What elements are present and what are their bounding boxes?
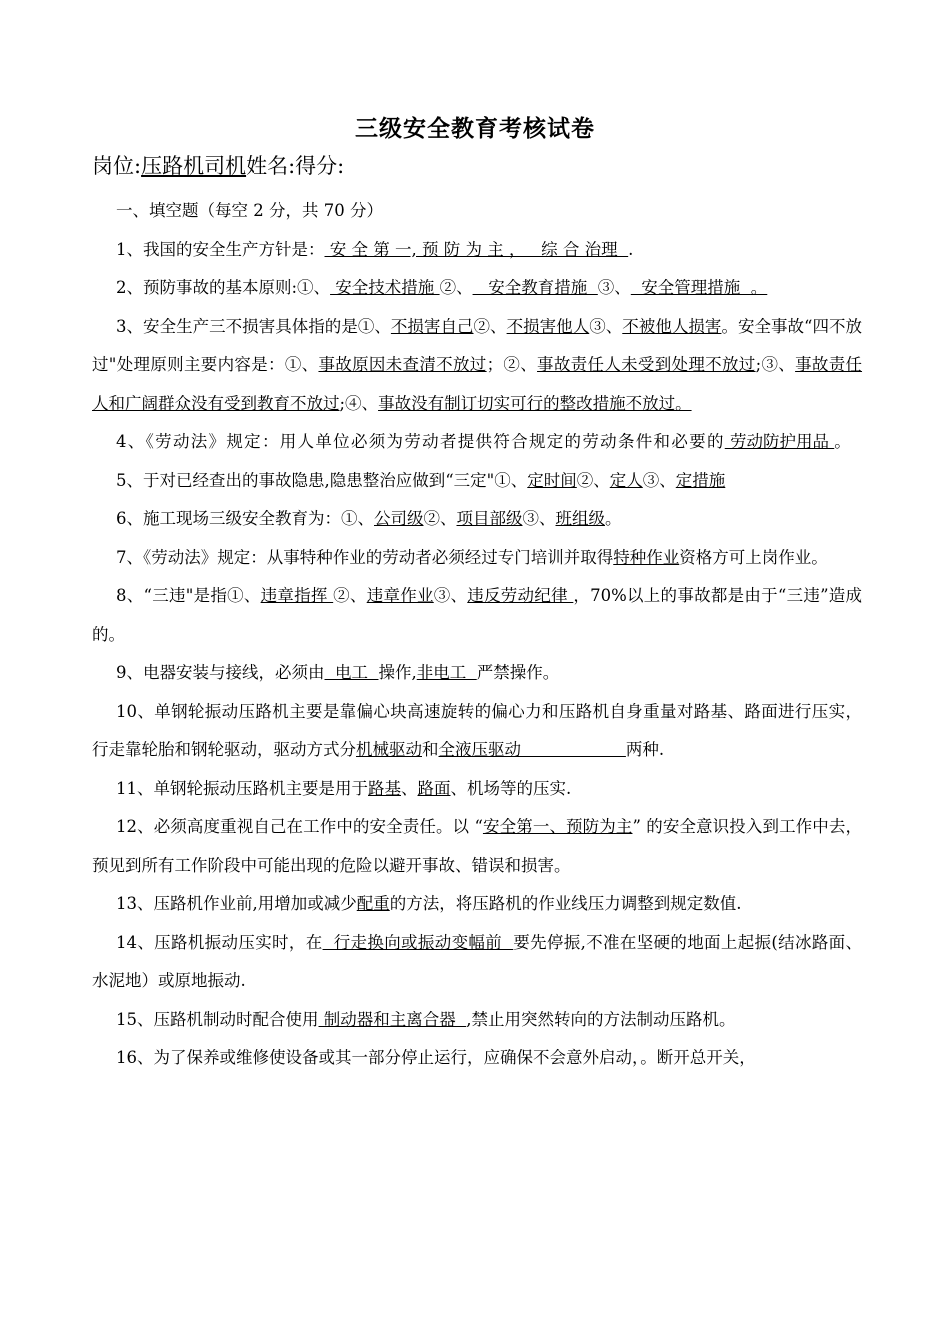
question-12 (92, 808, 862, 885)
question-text: ,禁止用突然转向的方法制动压路机。 (466, 1009, 736, 1029)
question-text: 。安全事故“四不放过"处理原则主要内容是：①、 (92, 316, 863, 374)
answer-blank: 配重 (356, 894, 390, 913)
answer-blank: 路基 (368, 778, 401, 798)
question-text: 5、于对已经查出的事故隐患,隐患整治应做到“三定"①、 (116, 470, 528, 490)
question-text: 11、单钢轮振动压路机主要是用于 (116, 778, 368, 798)
question-text: ③、 (589, 316, 623, 336)
question-text: ②、 (333, 586, 367, 605)
question-15 (92, 1001, 862, 1040)
answer-blank: 班组级 (555, 509, 605, 528)
question-text: ②、 (423, 509, 457, 528)
question-11 (92, 770, 862, 809)
question-text: 。 (834, 432, 853, 451)
answer-blank: 全液压驱动 (438, 740, 626, 759)
question-7 (92, 539, 862, 578)
question-text: 严禁操作。 (476, 663, 560, 682)
question-text: 操作, (378, 663, 417, 682)
question-text: ；②、 (486, 355, 538, 374)
answer-blank: 不损害自己 (390, 316, 474, 336)
answer-blank: 安 全 第 一, 预 防 为 主 ， 综 合 治理 (324, 239, 629, 259)
answer-blank: 公司级 (374, 509, 424, 528)
answer-blank: 定人 (609, 470, 643, 490)
score-label: 得分: (295, 154, 345, 178)
question-6 (92, 500, 862, 539)
question-text: 资格方可上岗作业。 (679, 547, 828, 567)
question-text: 6、施工现场三级安全教育为：①、 (116, 509, 374, 528)
question-13 (92, 885, 862, 924)
name-label: 姓名: (246, 154, 296, 178)
question-3 (92, 308, 862, 424)
question-text: 、机场等的压实. (450, 778, 572, 798)
answer-blank: 事故没有制订切实可行的整改措施不放过。 (378, 393, 692, 413)
question-text: 的方法，将压路机的作业线压力调整到规定数值. (389, 894, 742, 913)
question-text: 1、我国的安全生产方针是： (116, 239, 325, 259)
answer-blank: 安全教育措施 (472, 278, 598, 297)
answer-blank: 违章作业 (366, 586, 434, 605)
section-heading: 一、填空题（每空 2 分，共 70 分） (116, 201, 383, 220)
question-10 (92, 693, 862, 770)
exam-header (92, 150, 344, 180)
question-text: ;④、 (339, 393, 379, 413)
question-5 (92, 462, 862, 501)
answer-blank: 机械驱动 (356, 740, 422, 759)
answer-blank: 违章指挥 (260, 586, 334, 605)
question-text: 8、“三违"是指①、 (116, 586, 261, 605)
answer-blank: 路面 (417, 778, 451, 798)
question-text: ③、 (433, 586, 468, 605)
question-text: ②、 (576, 470, 610, 490)
question-text: 9、电器安装与接线，必须由 (116, 663, 325, 682)
answer-blank: 定措施 (675, 470, 726, 490)
answer-blank: 事故责任人和广阔群众没有受到教育不放过 (92, 355, 863, 413)
question-8 (92, 577, 862, 654)
question-text: ;③、 (755, 355, 796, 374)
question-text: ” 的安全意识投入到工作中去，预见到所有工作阶段中可能出现的危险以避开事故、错误和损害。 (92, 817, 862, 875)
question-text: ③、 (642, 470, 676, 490)
answer-blank: 安全技术措施 (330, 278, 440, 297)
question-text: ②、 (439, 278, 473, 297)
question-text: 15、压路机制动时配合使用 (116, 1009, 319, 1029)
question-text: 、 (401, 778, 418, 798)
question-text: ③、 (597, 278, 631, 297)
answer-blank: 违反劳动纪律 (467, 586, 574, 605)
answer-blank: 不被他人损害 (622, 316, 722, 336)
question-9 (92, 654, 862, 693)
question-text: 两种. (625, 740, 665, 759)
question-4 (92, 423, 862, 462)
answer-blank: 非电工 (416, 663, 477, 682)
answer-blank: 项目部级 (456, 509, 523, 528)
question-text: 12、必须高度重视自己在工作中的安全责任。以 “ (116, 817, 483, 836)
question-2 (92, 269, 862, 308)
answer-blank: 行走换向或振动变幅前 (322, 932, 514, 952)
question-text: ③、 (522, 509, 556, 528)
answer-blank: 不损害他人 (506, 316, 590, 336)
question-text: 14、压路机振动压实时，在 (116, 932, 323, 952)
answer-blank: 安全第一、预防为主 (482, 817, 633, 836)
post-label: 岗位: (92, 154, 142, 178)
question-text: . (628, 239, 634, 259)
question-text: ②、 (473, 316, 507, 336)
answer-blank: 事故原因未查清不放过 (318, 355, 487, 374)
answer-blank: 定时间 (527, 470, 577, 490)
question-1 (92, 231, 862, 270)
answer-blank: 电工 (324, 663, 379, 682)
question-text: ，70%以上的事故都是由于“三违”造成的。 (92, 586, 863, 644)
answer-blank: 特种作业 (613, 547, 680, 567)
question-list (92, 192, 862, 1078)
answer-blank: 安全管理措施 。 (630, 278, 768, 297)
answer-blank: 制动器和主离合器 (318, 1009, 467, 1029)
question-text: 7、《劳动法》规定：从事特种作业的劳动者必须经过专门培训并取得 (116, 547, 614, 567)
page-title: 三级安全教育考核试卷 (355, 116, 595, 142)
question-16 (92, 1039, 862, 1078)
post-value: 压路机司机 (141, 154, 247, 178)
question-text: 4、《劳动法》规定：用人单位必须为劳动者提供符合规定的劳动条件和必要的 (116, 432, 725, 451)
question-text: 3、安全生产三不损害具体指的是①、 (116, 316, 391, 336)
question-text: 10、单钢轮振动压路机主要是靠偏心块高速旋转的偏心力和压路机自身重量对路基、路面进行压实，行走靠轮胎和钢轮驱动，驱动方式分 (92, 701, 862, 759)
question-text: 13、压路机作业前,用增加或减少 (116, 894, 357, 913)
answer-blank: 事故责任人未受到处理不放过 (537, 355, 756, 374)
question-text: 2、预防事故的基本原则:①、 (116, 278, 331, 297)
question-text: 16、为了保养或维修使设备或其一部分停止运行，应确保不会意外启动，。断开总开关， (116, 1048, 756, 1067)
question-14 (92, 924, 862, 1001)
question-text: 和 (422, 740, 439, 759)
answer-blank: 劳动防护用品 (724, 432, 835, 451)
question-text: 要先停振,不准在坚硬的地面上起振(结冰路面、水泥地）或原地振动. (92, 932, 863, 990)
question-text: 。 (605, 509, 622, 528)
